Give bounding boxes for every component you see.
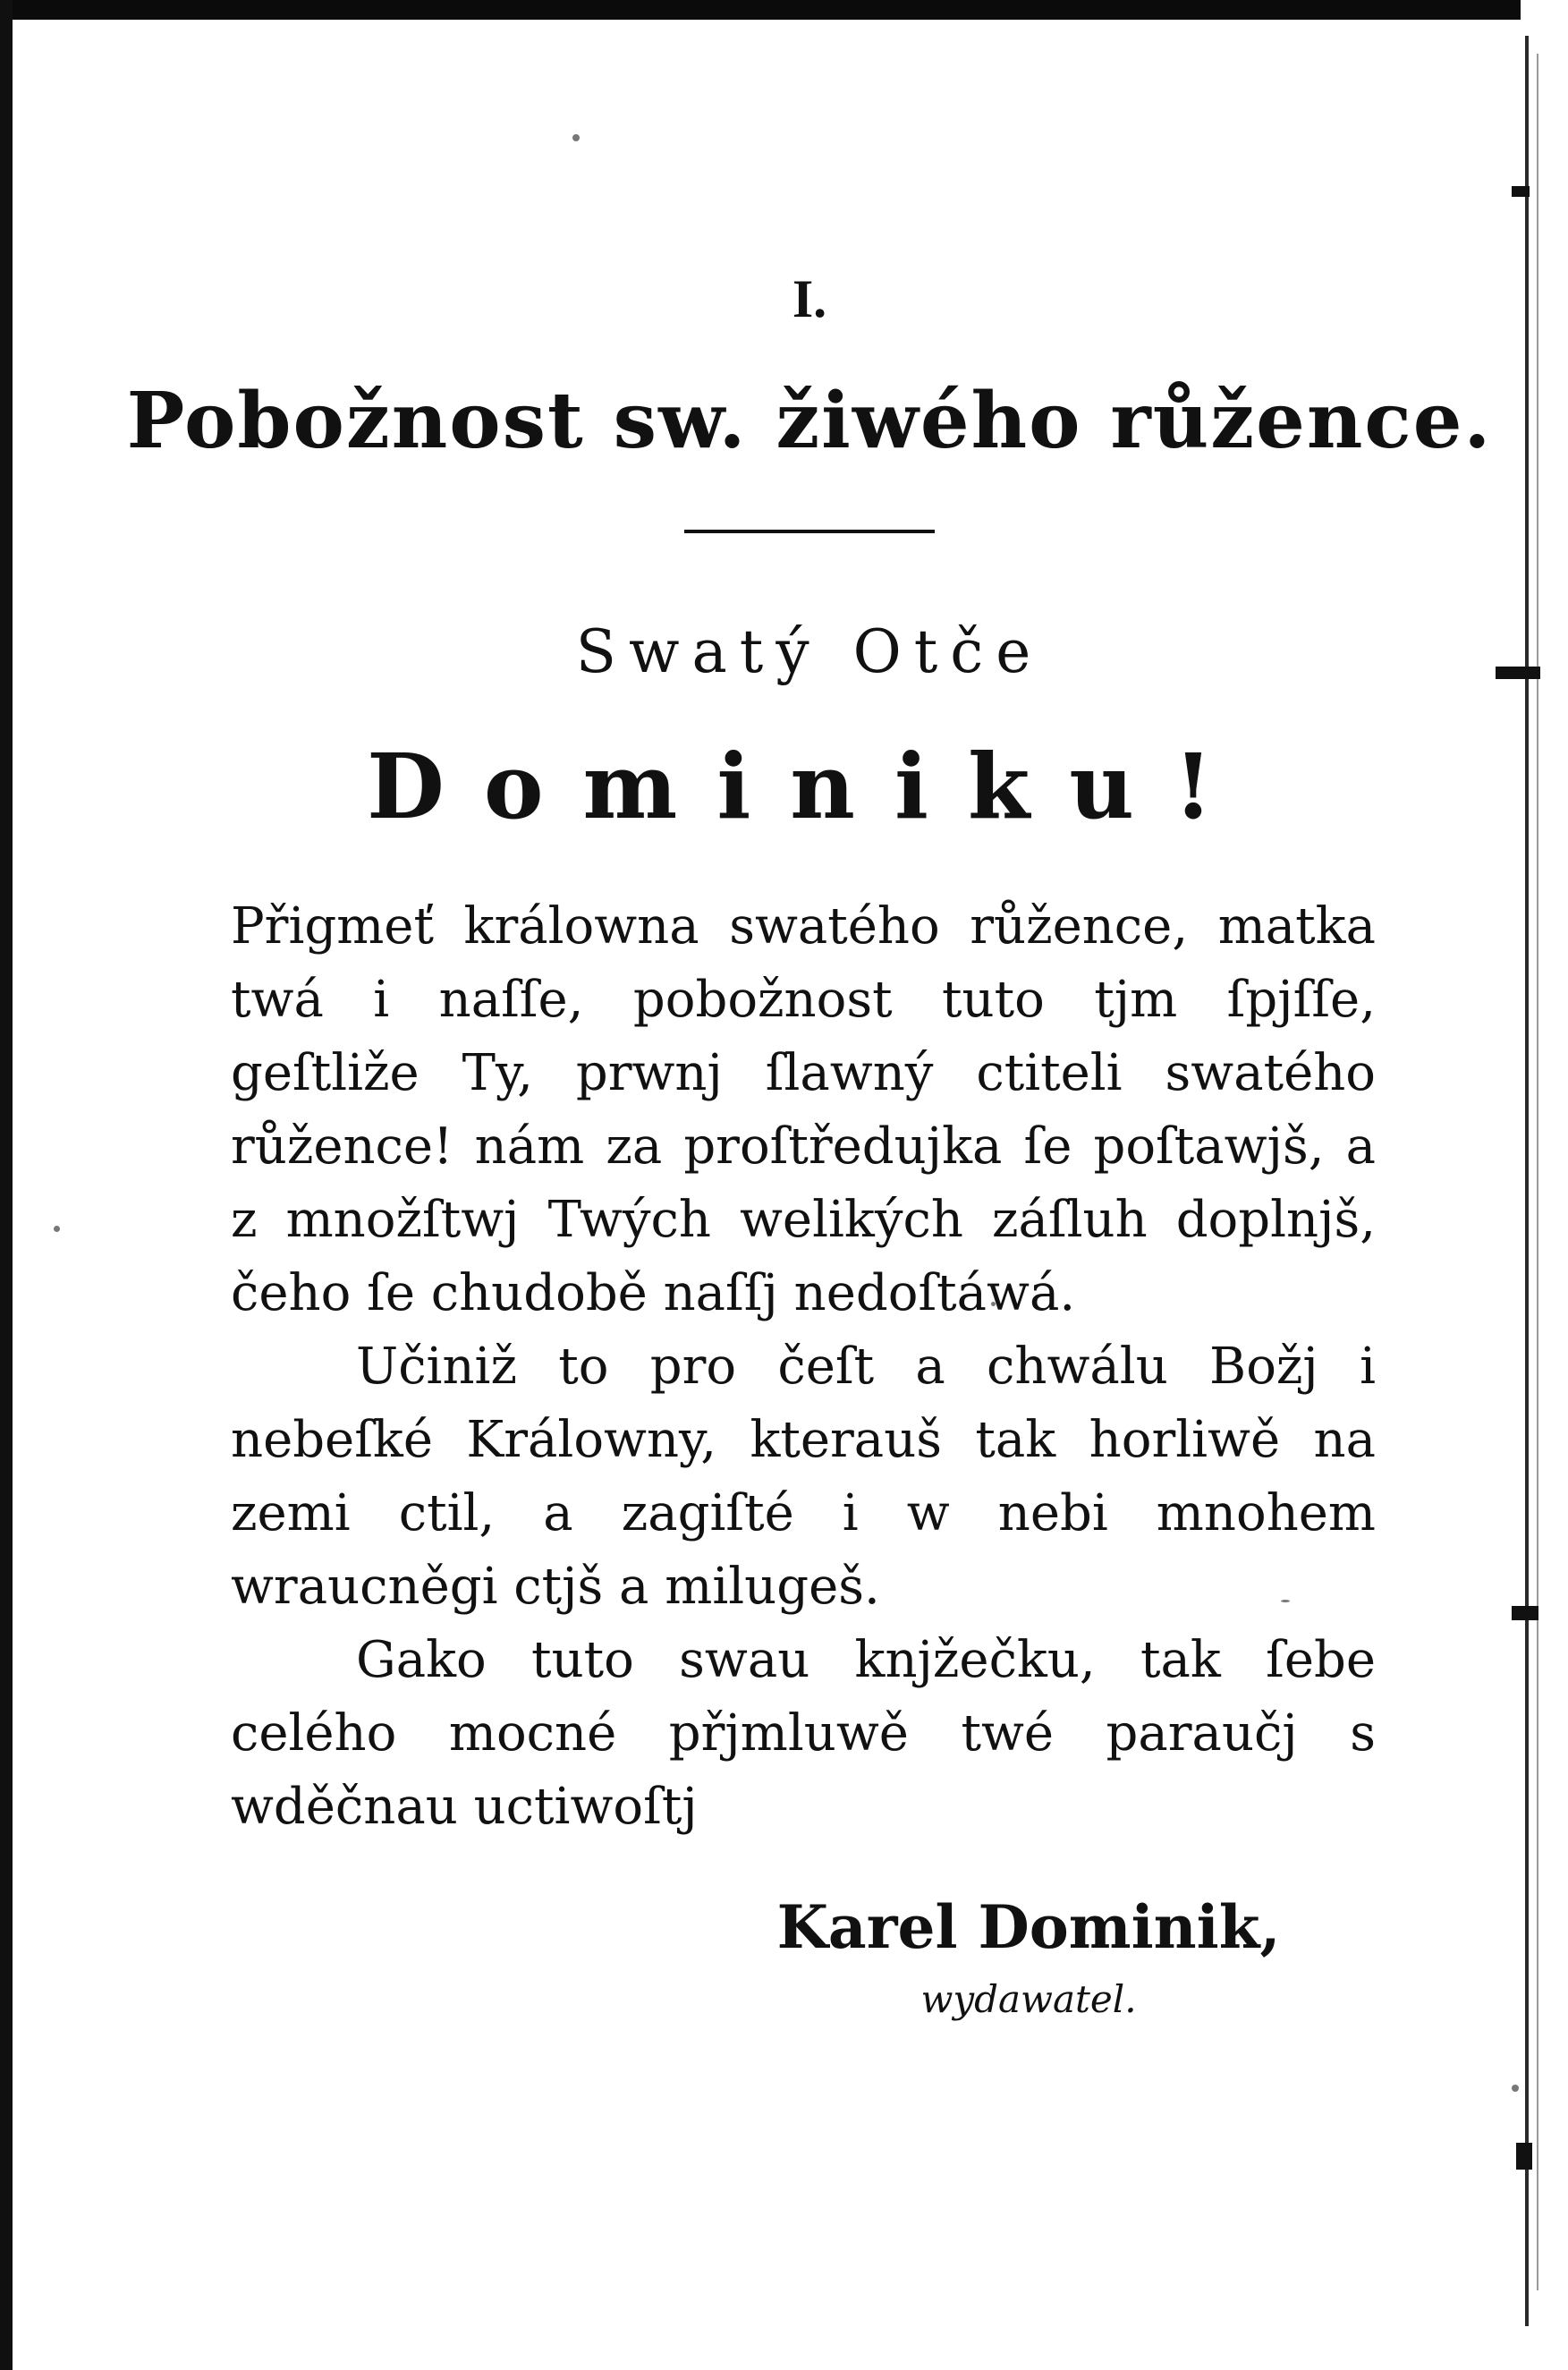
signature-role: wydawatel. xyxy=(920,1977,1137,2021)
chapter-title: Pobožnost sw. žiwého růžence. xyxy=(126,376,1493,466)
scan-speck xyxy=(54,1226,60,1232)
salutation-line-2: Dominiku! xyxy=(367,734,1252,839)
paragraph: Přigmeť králowna swatého růžence, matka twá i naſſe, pobožnost tuto tjm ſpjſſe, geſtliže Ty, prwnj ſlawný ctiteli swatého růžence! nám za proſtředujka ſe poſtawjš, a z množſtwj Twých welikých záſluh doplnjš, čeho ſe chudobě naſſj nedoſtáwá. xyxy=(231,897,1376,1322)
section-number: I. xyxy=(792,269,827,328)
title-divider xyxy=(684,530,935,533)
binding-mark xyxy=(1512,1606,1538,1620)
dedication-text xyxy=(231,890,1376,1844)
binding-mark xyxy=(1516,2143,1532,2170)
signature-name: Karel Dominik, xyxy=(776,1892,1281,1962)
paragraph: Učiniž to pro čeſt a chwálu Božj i nebeſké Králowny, kterauš tak horliwě na zemi ctil, a zagiſté i w nebi mnohem wraucněgi ctjš a milugeš. xyxy=(231,1338,1376,1616)
scan-speck xyxy=(1512,2085,1519,2092)
salutation-line-1: Swatý Otče xyxy=(575,617,1044,686)
binding-mark xyxy=(1512,186,1530,197)
scan-speck xyxy=(572,134,580,141)
scan-frame-left xyxy=(0,0,13,2370)
scan-frame-top xyxy=(0,0,1568,20)
paragraph: Gako tuto swau knjžečku, tak ſebe celého mocné přjmluwě twé paraučj s wděčnau uctiwoſtj xyxy=(231,1631,1376,1836)
